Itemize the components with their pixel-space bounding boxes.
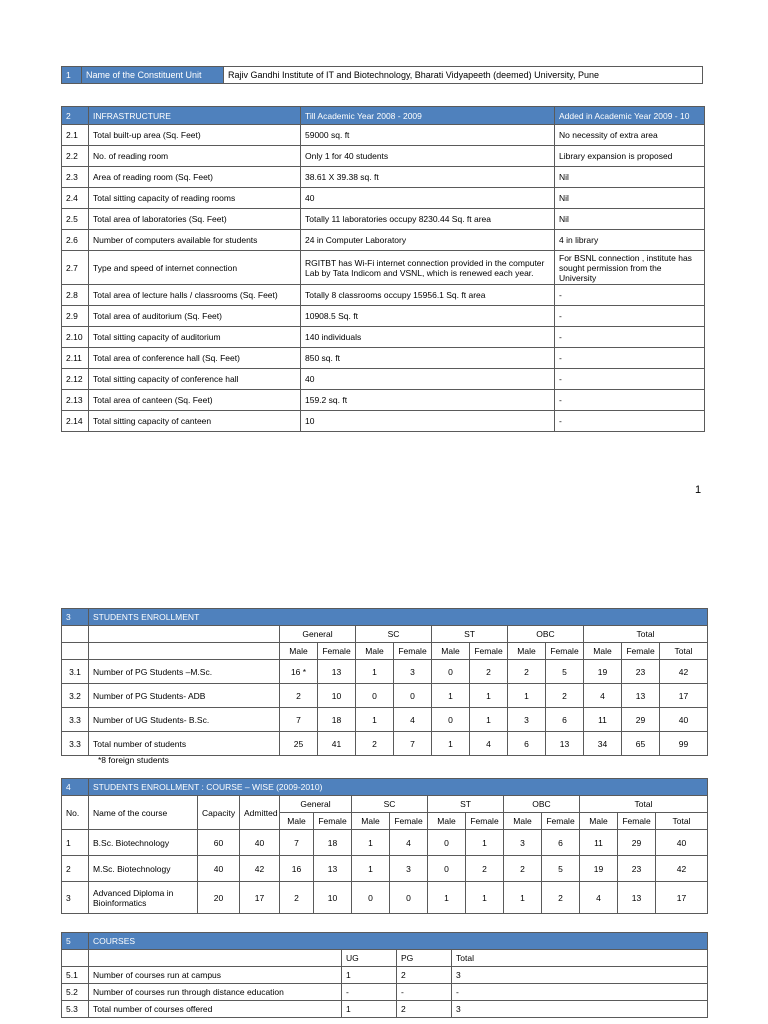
row-capacity: 60	[198, 830, 240, 856]
row-added-value: Nil	[555, 167, 705, 188]
table-row	[62, 411, 705, 432]
row-value: 3	[508, 708, 546, 732]
row-added-value: Nil	[555, 188, 705, 209]
row-value: 1	[504, 882, 542, 914]
row-value: 1	[508, 684, 546, 708]
row-value: 4	[394, 708, 432, 732]
row-item: Total sitting capacity of reading rooms	[89, 188, 301, 209]
subheader-male: Male	[356, 643, 394, 660]
table-row	[62, 306, 705, 327]
row-added-value: Nil	[555, 209, 705, 230]
row-value: 13	[314, 856, 352, 882]
row-capacity: 20	[198, 882, 240, 914]
row-value: 6	[508, 732, 546, 756]
table-row	[62, 882, 708, 914]
row-value: 5	[546, 660, 584, 684]
row-value: 10	[318, 684, 356, 708]
row-till-value: 10	[301, 411, 555, 432]
row-value: 1	[466, 882, 504, 914]
group-header-sc: SC	[352, 796, 428, 813]
row-value: 0	[428, 856, 466, 882]
row-item: Total area of canteen (Sq. Feet)	[89, 390, 301, 411]
subheader-female: Female	[466, 813, 504, 830]
row-value: -	[342, 984, 397, 1001]
row-value: 13	[618, 882, 656, 914]
column-header-added: Added in Academic Year 2009 - 10	[555, 107, 705, 125]
row-value: 29	[618, 830, 656, 856]
row-number: 5.1	[62, 967, 89, 984]
table-row	[62, 684, 708, 708]
row-value: 7	[280, 708, 318, 732]
row-added-value: -	[555, 327, 705, 348]
row-item: Total built-up area (Sq. Feet)	[89, 125, 301, 146]
row-value: 1	[342, 967, 397, 984]
row-course-name: M.Sc. Biotechnology	[89, 856, 198, 882]
row-value: -	[452, 984, 708, 1001]
row-label: Number of courses run through distance education	[89, 984, 342, 1001]
row-value: 0	[432, 708, 470, 732]
row-added-value: Library expansion is proposed	[555, 146, 705, 167]
row-value: 41	[318, 732, 356, 756]
row-value: 18	[314, 830, 352, 856]
row-number: 2.2	[62, 146, 89, 167]
table-row	[62, 390, 705, 411]
section-title: STUDENTS ENROLLMENT : COURSE – WISE (2009-2010)	[89, 779, 708, 796]
column-header-ug: UG	[342, 950, 397, 967]
row-value: 13	[318, 660, 356, 684]
row-value: 13	[546, 732, 584, 756]
table-row	[62, 967, 708, 984]
row-value: 1	[470, 684, 508, 708]
row-added-value: -	[555, 369, 705, 390]
row-added-value: 4 in library	[555, 230, 705, 251]
group-header-sc: SC	[356, 626, 432, 643]
row-value: 2	[546, 684, 584, 708]
row-value: 40	[656, 830, 708, 856]
row-value: 0	[432, 660, 470, 684]
row-item: Total area of conference hall (Sq. Feet)	[89, 348, 301, 369]
row-value: 11	[584, 708, 622, 732]
table-row	[62, 125, 705, 146]
row-value: 6	[542, 830, 580, 856]
table-row	[62, 188, 705, 209]
row-value: 23	[618, 856, 656, 882]
row-value: 16 *	[280, 660, 318, 684]
table-row	[62, 1001, 708, 1018]
row-value: 3	[504, 830, 542, 856]
subheader-female: Female	[394, 643, 432, 660]
row-number: 2.13	[62, 390, 89, 411]
table-row	[62, 251, 705, 285]
row-number: 5.2	[62, 984, 89, 1001]
subheader-male: Male	[280, 813, 314, 830]
row-item: Total area of auditorium (Sq. Feet)	[89, 306, 301, 327]
row-item: Area of reading room (Sq. Feet)	[89, 167, 301, 188]
row-value: 3	[394, 660, 432, 684]
row-value: 2	[466, 856, 504, 882]
row-value: 0	[356, 684, 394, 708]
table-row	[62, 230, 705, 251]
section-number: 5	[62, 933, 89, 950]
group-header-general: General	[280, 796, 352, 813]
group-header-total: Total	[584, 626, 708, 643]
row-value: 0	[428, 830, 466, 856]
row-value: 1	[352, 830, 390, 856]
row-admitted: 17	[240, 882, 280, 914]
row-value: 1	[432, 732, 470, 756]
subheader-female: Female	[470, 643, 508, 660]
table-row	[62, 146, 705, 167]
group-header-obc: OBC	[508, 626, 584, 643]
row-value: 2	[508, 660, 546, 684]
row-value: 0	[352, 882, 390, 914]
row-value: 1	[428, 882, 466, 914]
subheader-male: Male	[280, 643, 318, 660]
row-till-value: 24 in Computer Laboratory	[301, 230, 555, 251]
row-value: 5	[542, 856, 580, 882]
table-row	[62, 348, 705, 369]
subheader-male: Male	[584, 643, 622, 660]
subheader-total: Total	[656, 813, 708, 830]
row-number: 3.3	[62, 708, 89, 732]
constituent-unit-name: Rajiv Gandhi Institute of IT and Biotechnology, Bharati Vidyapeeth (deemed) University, Pune	[224, 67, 703, 84]
section-number: 4	[62, 779, 89, 796]
row-added-value: -	[555, 306, 705, 327]
row-value: 25	[280, 732, 318, 756]
table-row	[62, 732, 708, 756]
row-value: 3	[390, 856, 428, 882]
row-value: 42	[656, 856, 708, 882]
subheader-female: Female	[390, 813, 428, 830]
row-number: 2.4	[62, 188, 89, 209]
row-number: 2.10	[62, 327, 89, 348]
row-number: 2.3	[62, 167, 89, 188]
row-till-value: Totally 8 classrooms occupy 15956.1 Sq. ft area	[301, 285, 555, 306]
row-number: 2	[62, 856, 89, 882]
row-value: 19	[580, 856, 618, 882]
row-value: 10	[314, 882, 352, 914]
row-till-value: 59000 sq. ft	[301, 125, 555, 146]
row-value: 4	[470, 732, 508, 756]
row-label: Total number of students	[89, 732, 280, 756]
row-value: 6	[546, 708, 584, 732]
row-item: No. of reading room	[89, 146, 301, 167]
row-value: 4	[390, 830, 428, 856]
row-label: Number of PG Students- ADB	[89, 684, 280, 708]
row-value: 3	[452, 967, 708, 984]
section-title: COURSES	[89, 933, 708, 950]
students-enrollment-table	[61, 608, 708, 756]
row-value: 1	[352, 856, 390, 882]
row-value: 11	[580, 830, 618, 856]
row-value: 42	[660, 660, 708, 684]
row-value: 2	[280, 684, 318, 708]
row-till-value: 140 individuals	[301, 327, 555, 348]
group-header-st: ST	[432, 626, 508, 643]
table-row	[62, 209, 705, 230]
row-number: 5.3	[62, 1001, 89, 1018]
row-value: 19	[584, 660, 622, 684]
column-header-total: Total	[452, 950, 708, 967]
row-value: 34	[584, 732, 622, 756]
row-item: Total area of lecture halls / classrooms (Sq. Feet)	[89, 285, 301, 306]
table-row	[62, 285, 705, 306]
table-row	[62, 660, 708, 684]
row-value: 3	[452, 1001, 708, 1018]
row-number: 1	[62, 830, 89, 856]
subheader-male: Male	[432, 643, 470, 660]
group-header-obc: OBC	[504, 796, 580, 813]
row-value: 0	[394, 684, 432, 708]
subheader-female: Female	[546, 643, 584, 660]
row-value: 1	[356, 660, 394, 684]
row-till-value: 10908.5 Sq. ft	[301, 306, 555, 327]
section-title: INFRASTRUCTURE	[89, 107, 301, 125]
row-till-value: Only 1 for 40 students	[301, 146, 555, 167]
row-course-name: B.Sc. Biotechnology	[89, 830, 198, 856]
infrastructure-table	[61, 106, 705, 432]
row-value: 1	[470, 708, 508, 732]
table-row	[62, 167, 705, 188]
row-label: Total number of courses offered	[89, 1001, 342, 1018]
row-number: 2.7	[62, 251, 89, 285]
row-value: 4	[584, 684, 622, 708]
row-value: 17	[660, 684, 708, 708]
row-added-value: -	[555, 348, 705, 369]
row-label: Number of courses run at campus	[89, 967, 342, 984]
section-number: 1	[62, 67, 82, 84]
section-number: 2	[62, 107, 89, 125]
section-label: Name of the Constituent Unit	[82, 67, 224, 84]
column-header-admitted: Admitted	[240, 796, 280, 830]
subheader-total: Total	[660, 643, 708, 660]
row-till-value: 850 sq. ft	[301, 348, 555, 369]
row-till-value: 40	[301, 369, 555, 390]
row-value: 13	[622, 684, 660, 708]
row-number: 2.6	[62, 230, 89, 251]
subheader-female: Female	[314, 813, 352, 830]
row-till-value: 38.61 X 39.38 sq. ft	[301, 167, 555, 188]
row-course-name: Advanced Diploma in Bioinformatics	[89, 882, 198, 914]
row-value: 4	[580, 882, 618, 914]
course-wise-enrollment-table	[61, 778, 708, 914]
table-row	[62, 830, 708, 856]
row-added-value: -	[555, 285, 705, 306]
row-till-value: RGITBT has Wi-Fi internet connection provided in the computer Lab by Tata Indicom and VSNL, which is renewed each year.	[301, 251, 555, 285]
row-number: 2.8	[62, 285, 89, 306]
row-till-value: 40	[301, 188, 555, 209]
row-item: Total area of laboratories (Sq. Feet)	[89, 209, 301, 230]
table-row	[62, 984, 708, 1001]
subheader-male: Male	[508, 643, 546, 660]
group-header-st: ST	[428, 796, 504, 813]
row-label: Number of PG Students –M.Sc.	[89, 660, 280, 684]
row-number: 3.1	[62, 660, 89, 684]
row-item: Type and speed of internet connection	[89, 251, 301, 285]
row-number: 3.3	[62, 732, 89, 756]
column-header-capacity: Capacity	[198, 796, 240, 830]
page-number: 1	[695, 484, 702, 496]
row-number: 2.1	[62, 125, 89, 146]
subheader-female: Female	[542, 813, 580, 830]
row-till-value: 159.2 sq. ft	[301, 390, 555, 411]
row-value: -	[397, 984, 452, 1001]
row-item: Total sitting capacity of conference hall	[89, 369, 301, 390]
row-admitted: 42	[240, 856, 280, 882]
row-value: 1	[342, 1001, 397, 1018]
column-header-course: Name of the course	[89, 796, 198, 830]
row-label: Number of UG Students- B.Sc.	[89, 708, 280, 732]
table-row	[62, 708, 708, 732]
row-number: 3.2	[62, 684, 89, 708]
row-value: 40	[660, 708, 708, 732]
row-value: 16	[280, 856, 314, 882]
row-value: 7	[394, 732, 432, 756]
row-item: Total sitting capacity of auditorium	[89, 327, 301, 348]
row-value: 18	[318, 708, 356, 732]
row-value: 7	[280, 830, 314, 856]
row-value: 2	[356, 732, 394, 756]
foreign-students-note: *8 foreign students	[98, 755, 169, 765]
row-item: Total sitting capacity of canteen	[89, 411, 301, 432]
row-capacity: 40	[198, 856, 240, 882]
row-value: 29	[622, 708, 660, 732]
row-till-value: Totally 11 laboratories occupy 8230.44 Sq. ft area	[301, 209, 555, 230]
section-title: STUDENTS ENROLLMENT	[89, 609, 708, 626]
row-added-value: -	[555, 390, 705, 411]
row-value: 1	[356, 708, 394, 732]
row-added-value: -	[555, 411, 705, 432]
row-number: 2.5	[62, 209, 89, 230]
column-header-pg: PG	[397, 950, 452, 967]
subheader-female: Female	[318, 643, 356, 660]
row-value: 2	[504, 856, 542, 882]
courses-table	[61, 932, 708, 1018]
column-header-no: No.	[62, 796, 89, 830]
section-number: 3	[62, 609, 89, 626]
row-number: 2.12	[62, 369, 89, 390]
subheader-female: Female	[622, 643, 660, 660]
row-value: 17	[656, 882, 708, 914]
row-value: 1	[432, 684, 470, 708]
row-added-value: For BSNL connection , institute has sought permission from the University	[555, 251, 705, 285]
row-value: 2	[397, 967, 452, 984]
row-number: 3	[62, 882, 89, 914]
row-value: 2	[280, 882, 314, 914]
row-value: 0	[390, 882, 428, 914]
column-header-till: Till Academic Year 2008 - 2009	[301, 107, 555, 125]
row-value: 2	[542, 882, 580, 914]
group-header-general: General	[280, 626, 356, 643]
row-value: 99	[660, 732, 708, 756]
row-number: 2.14	[62, 411, 89, 432]
row-number: 2.9	[62, 306, 89, 327]
row-number: 2.11	[62, 348, 89, 369]
group-header-total: Total	[580, 796, 708, 813]
row-value: 2	[397, 1001, 452, 1018]
subheader-male: Male	[352, 813, 390, 830]
row-value: 65	[622, 732, 660, 756]
constituent-unit-table	[61, 66, 703, 84]
row-value: 1	[466, 830, 504, 856]
subheader-male: Male	[580, 813, 618, 830]
row-admitted: 40	[240, 830, 280, 856]
table-row	[62, 369, 705, 390]
row-value: 23	[622, 660, 660, 684]
table-row	[62, 856, 708, 882]
subheader-female: Female	[618, 813, 656, 830]
row-added-value: No necessity of extra area	[555, 125, 705, 146]
subheader-male: Male	[504, 813, 542, 830]
row-item: Number of computers available for students	[89, 230, 301, 251]
subheader-male: Male	[428, 813, 466, 830]
table-row	[62, 327, 705, 348]
row-value: 2	[470, 660, 508, 684]
